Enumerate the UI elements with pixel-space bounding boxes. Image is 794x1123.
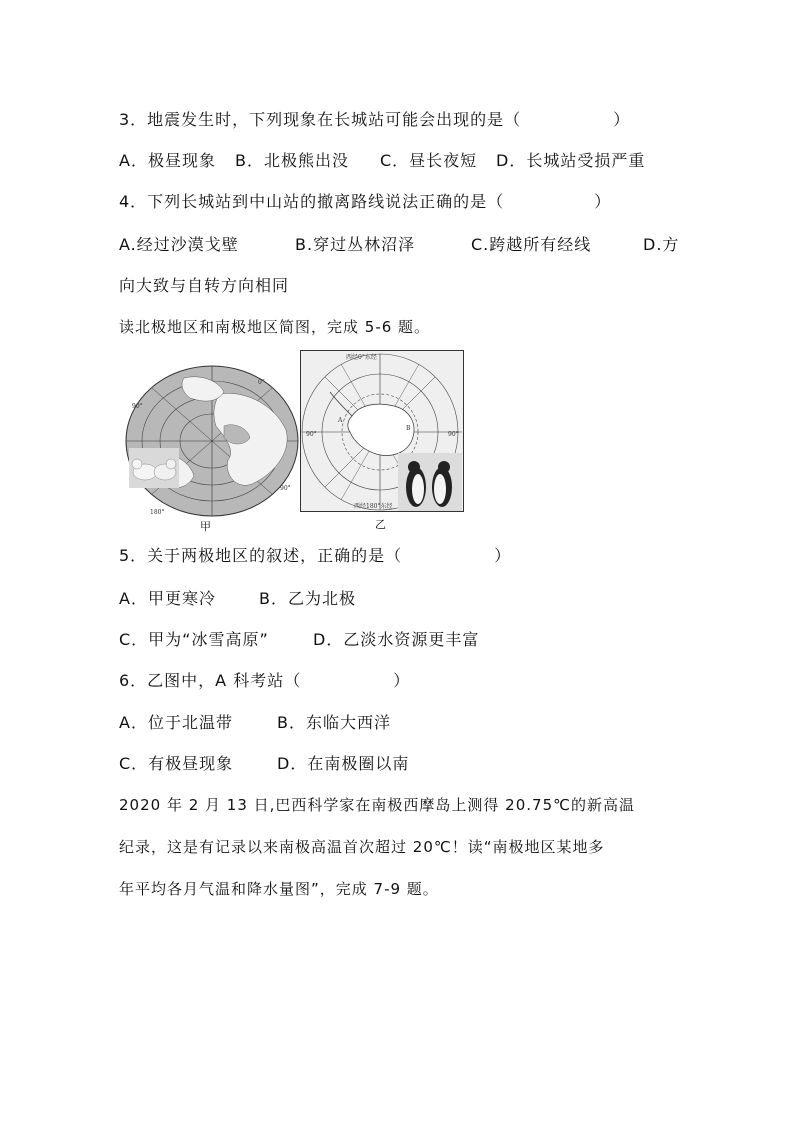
q4-option-c: C.跨越所有经线 <box>471 235 592 254</box>
q5-option-b: B．乙为北极 <box>259 589 356 608</box>
antarctic-label-90e: 90° <box>448 431 459 438</box>
q4-option-a: A.经过沙漠戈壁 <box>119 235 239 254</box>
q5-stem-row <box>119 543 511 566</box>
q3-close: ） <box>613 110 631 129</box>
station-b-label: B <box>406 425 411 432</box>
q3-option-c: C．昼长夜短 <box>380 151 478 170</box>
antarctic-label-bottom: 西经180°东经 <box>354 503 393 510</box>
arctic-label-90w: 90° <box>132 403 143 410</box>
q5-stem: 5．关于两极地区的叙述，正确的是（ <box>119 546 403 565</box>
q3-option-a: A．极昼现象 <box>119 151 216 170</box>
q4-options <box>119 232 679 255</box>
passage-line-3: 年平均各月气温和降水量图”，完成 7-9 题。 <box>119 880 439 898</box>
q3-options <box>119 148 645 171</box>
q4-option-b: B.穿过丛林沼泽 <box>295 235 416 254</box>
q6-option-d: D．在南极圈以南 <box>277 754 410 773</box>
station-a-label: A <box>338 417 343 424</box>
q5-options-row2 <box>119 627 479 650</box>
intro-5-6: 读北极地区和南极地区简图，完成 5-6 题。 <box>119 318 431 336</box>
arctic-label-180: 180° <box>150 509 165 516</box>
q6-option-c: C．有极昼现象 <box>119 754 234 773</box>
q3-stem: 3．地震发生时，下列现象在长城站可能会出现的是（ <box>119 110 522 129</box>
arctic-map-figure <box>124 364 300 524</box>
caption-yi: 乙 <box>375 518 386 531</box>
q3-option-d: D．长城站受损严重 <box>496 151 646 170</box>
arctic-label-0: 0° <box>258 379 265 386</box>
q6-close: ） <box>393 671 411 690</box>
q6-stem: 6．乙图中，A 科考站（ <box>119 671 302 690</box>
q4-continuation: 向大致与自转方向相同 <box>119 276 290 295</box>
q4-stem: 4．下列长城站到中山站的撤离路线说法正确的是（ <box>119 192 505 211</box>
q3-stem-row <box>119 107 630 130</box>
passage-line-1: 2020 年 2 月 13 日,巴西科学家在南极西摩岛上测得 20.75℃的新高温 <box>119 796 635 814</box>
q4-option-d: D.方 <box>643 235 680 254</box>
arctic-label-90e: 90° <box>280 485 291 492</box>
q4-stem-row <box>119 189 611 212</box>
passage-line-2: 纪录，这是有记录以来南极高温首次超过 20℃！读“南极地区某地多 <box>119 838 605 856</box>
q6-options-row2 <box>119 751 409 774</box>
q5-options-row1 <box>119 586 356 609</box>
antarctic-label-90w: 90° <box>306 431 317 438</box>
polar-bear-image <box>129 448 179 488</box>
q5-option-a: A．甲更寒冷 <box>119 589 216 608</box>
q6-option-a: A．位于北温带 <box>119 713 233 732</box>
caption-jia: 甲 <box>200 520 211 533</box>
penguin-image <box>398 453 462 511</box>
q5-close: ） <box>494 546 512 565</box>
q6-option-b: B．东临大西洋 <box>277 713 391 732</box>
q6-stem-row <box>119 668 410 691</box>
q6-options-row1 <box>119 710 391 733</box>
q3-option-b: B．北极熊出没 <box>235 151 349 170</box>
q5-option-c: C．甲为“冰雪高原” <box>119 630 269 649</box>
q4-close: ） <box>594 192 612 211</box>
q5-option-d: D．乙淡水资源更丰富 <box>313 630 480 649</box>
antarctic-label-top: 西经0°东经 <box>346 354 377 361</box>
